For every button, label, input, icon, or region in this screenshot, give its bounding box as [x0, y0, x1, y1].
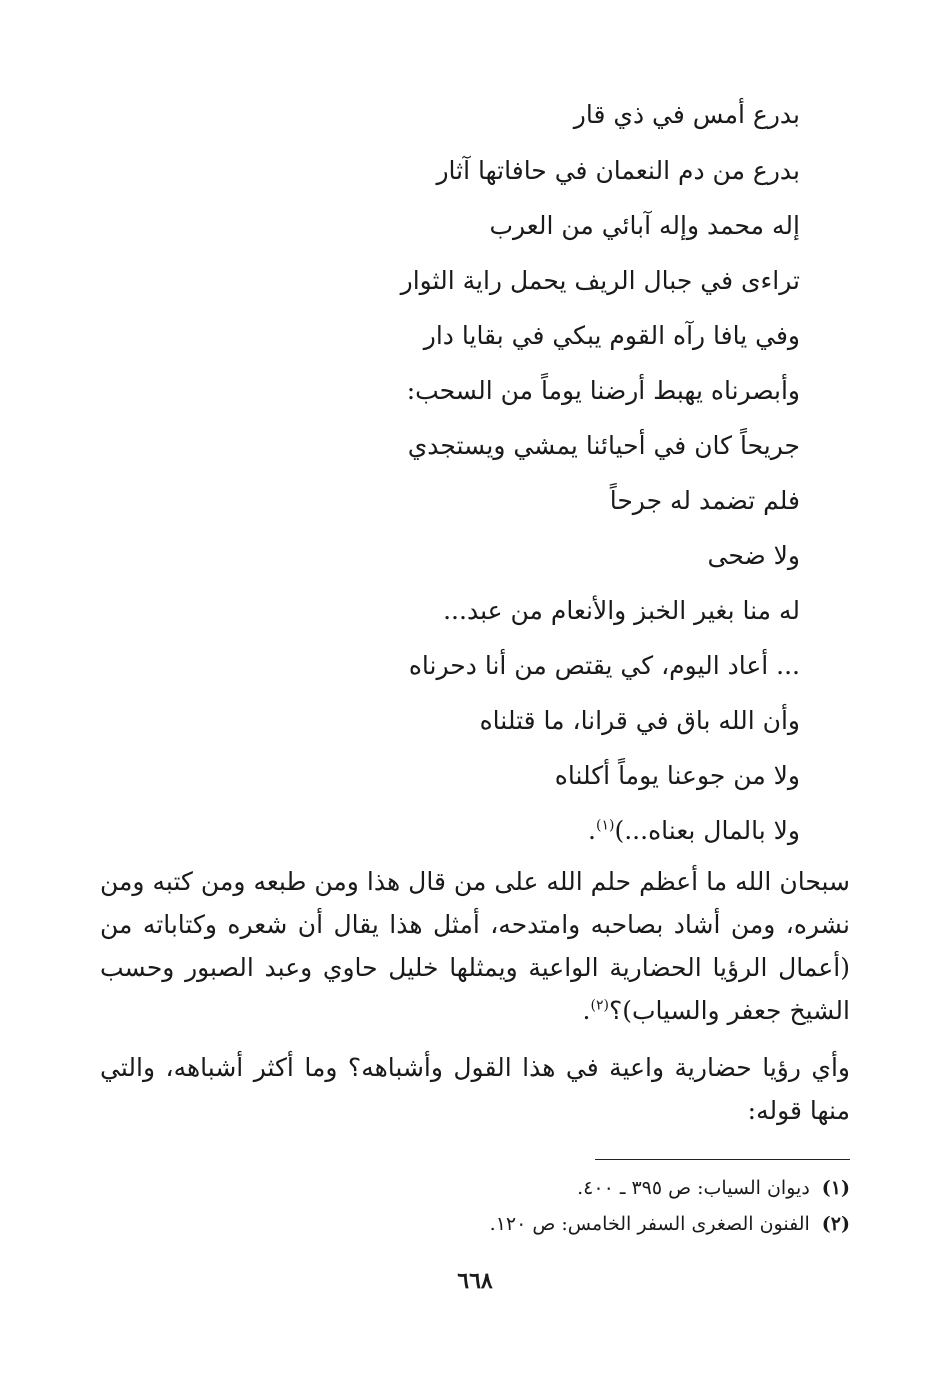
verse-line: ... أعاد اليوم، كي يقتص من أنا دحرناه: [408, 651, 800, 680]
verse-line: ولا من جوعنا يوماً أكلناه: [554, 761, 800, 790]
paragraph-2: وأي رؤيا حضارية واعية في هذا القول وأشباهه؟ وما أكثر أشباهه، والتي منها قوله:: [100, 1053, 850, 1125]
verse-line: وأن الله باق في قرانا، ما قتلناه: [479, 706, 800, 735]
page-number: ٦٦٨: [457, 1268, 493, 1294]
footnote-ref: (٢): [590, 997, 609, 1014]
footnote-number: (٢): [821, 1213, 850, 1235]
verse-line: ولا ضحى: [707, 541, 800, 570]
verse-line: إله محمد وإله آبائي من العرب: [489, 211, 800, 240]
footnote-1: [577, 1175, 850, 1201]
verse-line: وفي يافا رآه القوم يبكي في بقايا دار: [423, 321, 800, 350]
verse-line: له منا بغير الخبز والأنعام من عبد...: [443, 596, 800, 625]
footnote-number: (١): [821, 1177, 850, 1199]
footnote-text: الفنون الصغرى السفر الخامس: ص ١٢٠.: [489, 1213, 810, 1235]
paragraph-1: [100, 860, 850, 1032]
verse-text: ولا بالمال بعناه...): [614, 816, 800, 845]
footnote-divider: [595, 1159, 850, 1160]
verse-line-last: [588, 814, 800, 848]
verse-end-mark: .: [588, 816, 596, 845]
verse-line: وأبصرناه يهبط أرضنا يوماً من السحب:: [406, 376, 800, 405]
paragraph-1-end: .: [582, 996, 591, 1025]
footnote-ref: (١): [596, 817, 615, 834]
verse-line: جريحاً كان في أحيائنا يمشي ويستجدي: [407, 431, 800, 460]
verse-line: بدرع من دم النعمان في حافاتها آثار: [436, 156, 800, 185]
footnote-2: [490, 1211, 850, 1237]
verse-line: فلم تضمد له جرحاً: [609, 486, 800, 515]
footnote-text: ديوان السياب: ص ٣٩٥ ـ ٤٠٠.: [577, 1177, 810, 1199]
verse-line: بدرع أمس في ذي قار: [573, 100, 800, 129]
paragraph-1-text: سبحان الله ما أعظم حلم الله على من قال هذا ومن طبعه ومن كتبه ومن نشره، ومن أشاد بصاحبه وامتدحه، أمثل هذا يقال أن شعره وكتاباته من (أعمال الرؤيا الحضارية الواعية ويمثلها خليل حاوي وعبد الصبور وحسب الشيخ جعفر والسياب)؟: [100, 867, 850, 1025]
verse-line: تراءى في جبال الريف يحمل راية الثوار: [400, 266, 800, 295]
